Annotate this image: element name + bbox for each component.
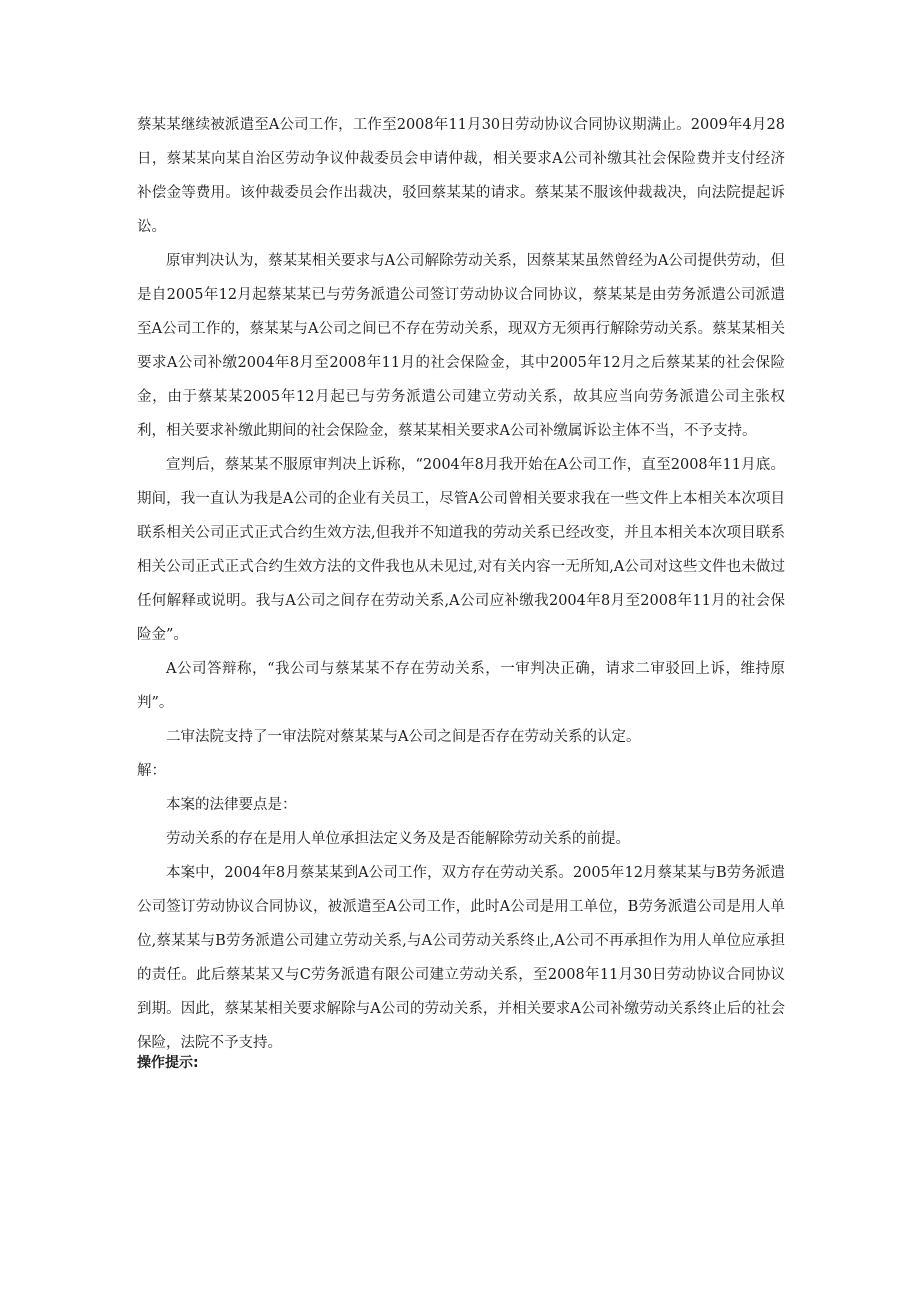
legal-point-intro: 本案的法律要点是： (166, 797, 297, 813)
document-page (137, 108, 785, 1075)
paragraph-analysis: 本案中，2004年8月蔡某某到A公司工作，双方存在劳动关系。2005年12月蔡某某与B劳务派遣公司签订劳动协议合同协议，被派遣至A公司工作，此时A公司是用工单位，B劳务派遣公司是用人单位,蔡某某与B劳务派遣公司建立劳动关系,与A公司劳动关系终止,A公司不再承担作为用人单位应承担的责任。此后蔡某某又与C劳务派遣有限公司建立劳动关系，至2008年11月30日劳动协议合同协议到期。因此，蔡某某相关要求解除与A公司的劳动关系，并相关要求A公司补缴劳动关系终止后的社会保险，法院不予支持。 (137, 865, 785, 1051)
solve-label: 解： (137, 763, 166, 779)
paragraph-second-instance: 二审法院支持了一审法院对蔡某某与A公司之间是否存在劳动关系的认定。 (166, 729, 641, 745)
operation-hint-heading: 操作提示: (137, 1055, 199, 1071)
legal-point: 劳动关系的存在是用人单位承担法定义务及是否能解除劳动关系的前提。 (166, 831, 630, 847)
paragraph-defense: A公司答辩称，“我公司与蔡某某不存在劳动关系，一审判决正确，请求二审驳回上诉，维持原判”。 (137, 661, 785, 711)
paragraph-original-judgment: 原审判决认为，蔡某某相关要求与A公司解除劳动关系，因蔡某某虽然曾经为A公司提供劳动，但是自2005年12月起蔡某某已与劳务派遣公司签订劳动协议合同协议，蔡某某是由劳务派遣公司派遣至A公司工作的，蔡某某与A公司之间已不存在劳动关系，现双方无须再行解除劳动关系。蔡某某相关要求A公司补缴2004年8月至2008年11月的社会保险金，其中2005年12月之后蔡某某的社会保险金，由于蔡某某2005年12月起已与劳务派遣公司建立劳动关系，故其应当向劳务派遣公司主张权利，相关要求补缴此期间的社会保险金，蔡某某相关要求A公司补缴属诉讼主体不当，不予支持。 (137, 253, 785, 439)
paragraph-appeal: 宣判后，蔡某某不服原审判决上诉称，“2004年8月我开始在A公司工作，直至2008年11月底。期间，我一直认为我是A公司的企业有关员工，尽管A公司曾相关要求我在一些文件上本相关本次项目联系相关公司正式正式合约生效方法,但我并不知道我的劳动关系已经改变，并且本相关本次项目联系相关公司正式正式合约生效方法的文件我也从未见过,对有关内容一无所知,A公司对这些文件也未做过任何解释或说明。我与A公司之间存在劳动关系,A公司应补缴我2004年8月至2008年11月的社会保险金”。 (137, 457, 785, 643)
paragraph-case-background: 蔡某某继续被派遣至A公司工作，工作至2008年11月30日劳动协议合同协议期满止。2009年4月28日，蔡某某向某自治区劳动争议仲裁委员会申请仲裁，相关要求A公司补缴其社会保险费并支付经济补偿金等费用。该仲裁委员会作出裁决，驳回蔡某某的请求。蔡某某不服该仲裁裁决，向法院提起诉讼。 (137, 117, 785, 235)
